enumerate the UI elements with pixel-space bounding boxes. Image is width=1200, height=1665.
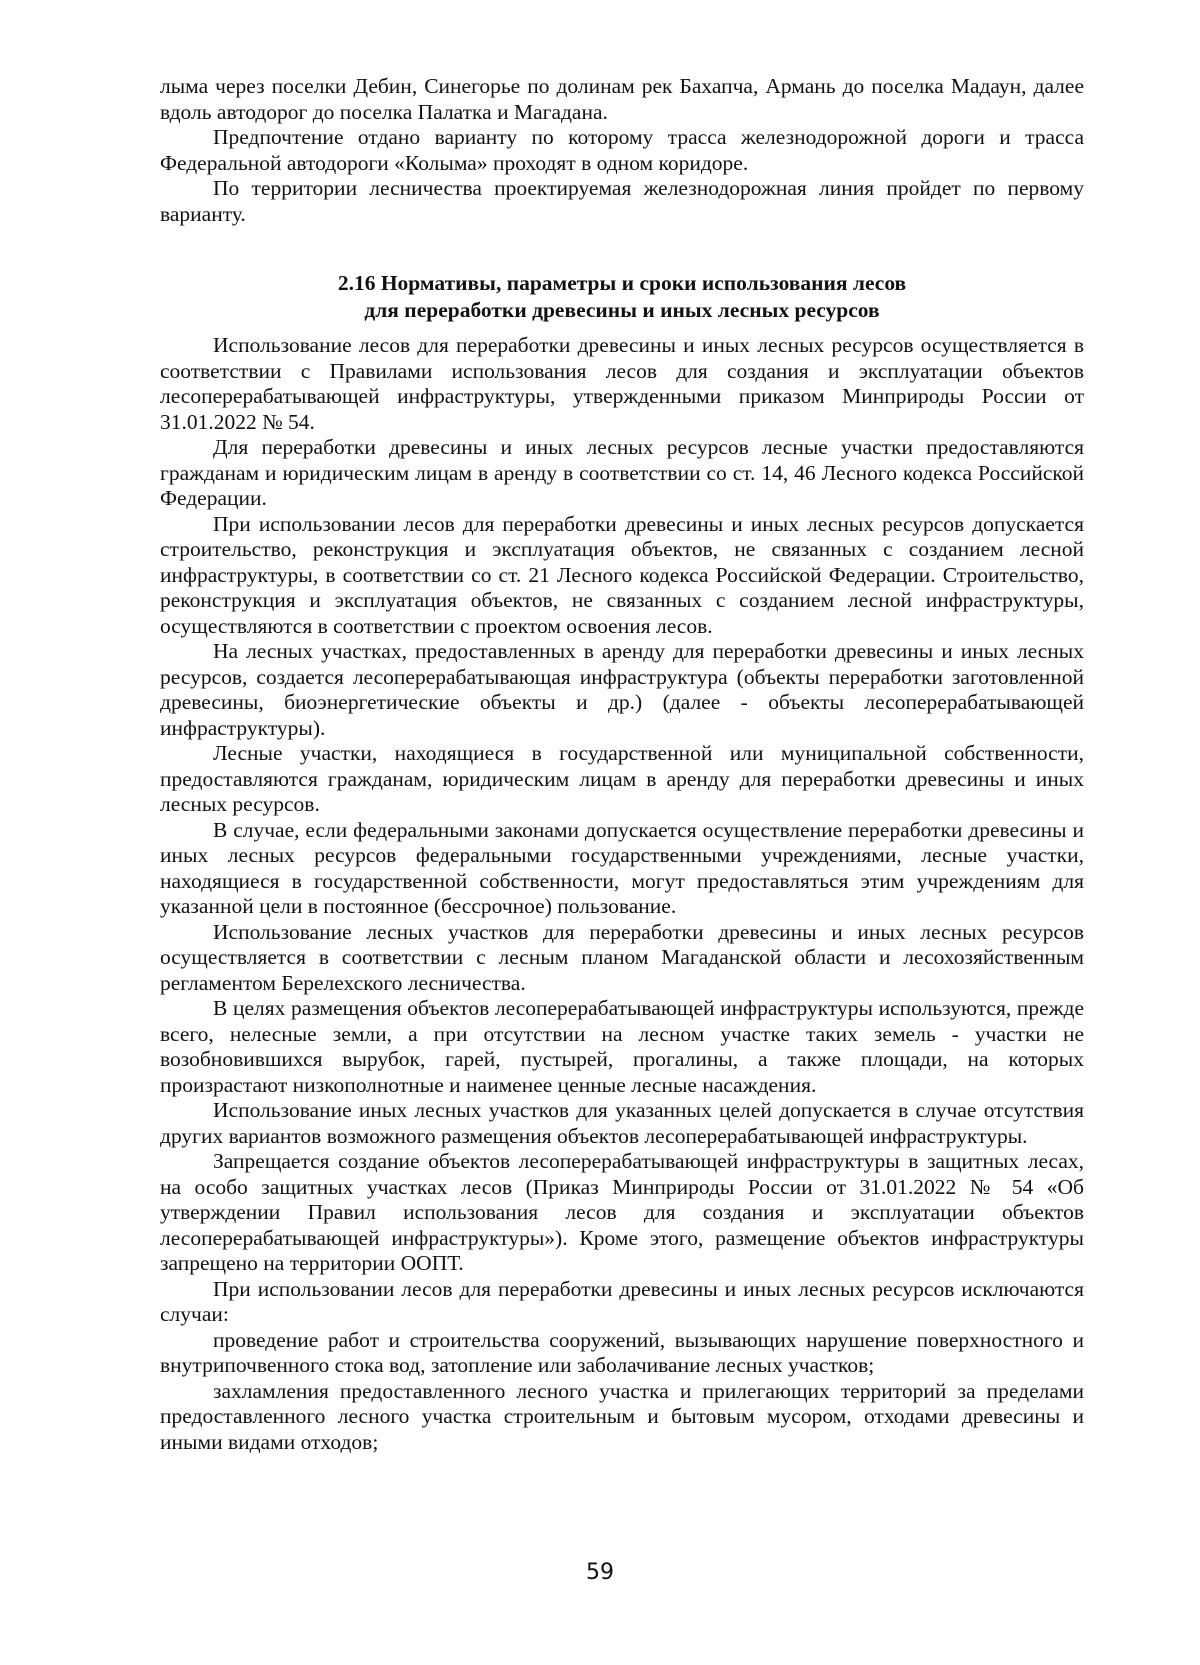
paragraph: В целях размещения объектов лесоперерабатывающей инфраструктуры используются, прежде всего, нелесные земли, а при отсутствии на лесном участке таких земель - участки не возобновившихся вырубок, гарей, пустырей, прогалины, а также площади, на которых произрастают низкополнотные и наименее ценные лесные насаждения. xyxy=(160,996,1084,1097)
section-title-line-2: для переработки древесины и иных лесных ресурсов xyxy=(364,298,880,322)
list-item: захламления предоставленного лесного участка и прилегающих территорий за пределами предоставленного лесного участка строительным и бытовым мусором, отходами древесины и иными видами отходов; xyxy=(160,1378,1084,1454)
paragraph: лыма через поселки Дебин, Синегорье по долинам рек Бахапча, Армань до поселка Мадаун, далее вдоль автодорог до поселка Палатка и Магадана. xyxy=(160,74,1084,124)
paragraph: Использование иных лесных участков для указанных целей допускается в случае отсутствия других вариантов возможного размещения объектов лесоперерабатывающей инфраструктуры. xyxy=(160,1098,1084,1148)
paragraph: Предпочтение отдано варианту по которому трасса железнодорожной дороги и трасса Федеральной автодороги «Колыма» проходят в одном коридоре. xyxy=(160,125,1084,175)
paragraph: В случае, если федеральными законами допускается осуществление переработки древесины и иных лесных ресурсов федеральными государственными учреждениями, лесные участки, находящиеся в государственной собственности, могут предоставляться этим учреждениям для указанной цели в постоянное (бессрочное) пользование. xyxy=(160,817,1084,918)
list-item: проведение работ и строительства сооружений, вызывающих нарушение поверхностного и внутрипочвенного стока вод, затопление или заболачивание лесных участков; xyxy=(160,1327,1084,1377)
paragraph: Запрещается создание объектов лесоперерабатывающей инфраструктуры в защитных лесах, на особо защитных участках лесов (Приказ Минприроды России от 31.01.2022 № 54 «Об утверждении Правил использования лесов для создания и эксплуатации объектов лесоперерабатывающей инфраструктуры»). Кроме этого, размещение объектов инфраструктуры запрещено на территории ООПТ. xyxy=(160,1149,1084,1275)
page-number: 59 xyxy=(586,1560,614,1585)
paragraph: На лесных участках, предоставленных в аренду для переработки древесины и иных лесных ресурсов, создается лесоперерабатывающая инфраструктура (объекты переработки заготовленной древесины, биоэнергетические объекты и др.) (далее - объекты лесоперерабатывающей инфраструктуры). xyxy=(160,639,1084,740)
paragraph: При использовании лесов для переработки древесины и иных лесных ресурсов исключаются случаи: xyxy=(160,1276,1084,1326)
paragraph: По территории лесничества проектируемая железнодорожная линия пройдет по первому варианту. xyxy=(160,176,1084,226)
paragraph: Лесные участки, находящиеся в государственной или муниципальной собственности, предоставляются гражданам, юридическим лицам в аренду для переработки древесины и иных лесных ресурсов. xyxy=(160,741,1084,816)
paragraph: Для переработки древесины и иных лесных ресурсов лесные участки предоставляются гражданам и юридическим лицам в аренду в соответствии со ст. 14, 46 Лесного кодекса Российской Федерации. xyxy=(160,435,1084,510)
paragraph: Использование лесов для переработки древесины и иных лесных ресурсов осуществляется в соответствии с Правилами использования лесов для создания и эксплуатации объектов лесоперерабатывающей инфраструктуры, утвержденными приказом Минприроды России от 31.01.2022 № 54. xyxy=(160,333,1084,434)
paragraph: При использовании лесов для переработки древесины и иных лесных ресурсов допускается строительство, реконструкция и эксплуатация объектов, не связанных с созданием лесной инфраструктуры, в соответствии со ст. 21 Лесного кодекса Российской Федерации. Строительство, реконструкция и эксплуатация объектов, не связанных с созданием лесной инфраструктуры, осуществляются в соответствии с проектом освоения лесов. xyxy=(160,511,1084,638)
section-body xyxy=(160,333,1084,1455)
intro-text xyxy=(160,74,1084,227)
paragraph: Использование лесных участков для переработки древесины и иных лесных ресурсов осуществляется в соответствии с лесным планом Магаданской области и лесохозяйственным регламентом Берелехского лесничества. xyxy=(160,919,1084,995)
section-title-line-1: 2.16 Нормативы, параметры и сроки использования лесов xyxy=(337,271,907,295)
section-heading xyxy=(160,270,1084,324)
